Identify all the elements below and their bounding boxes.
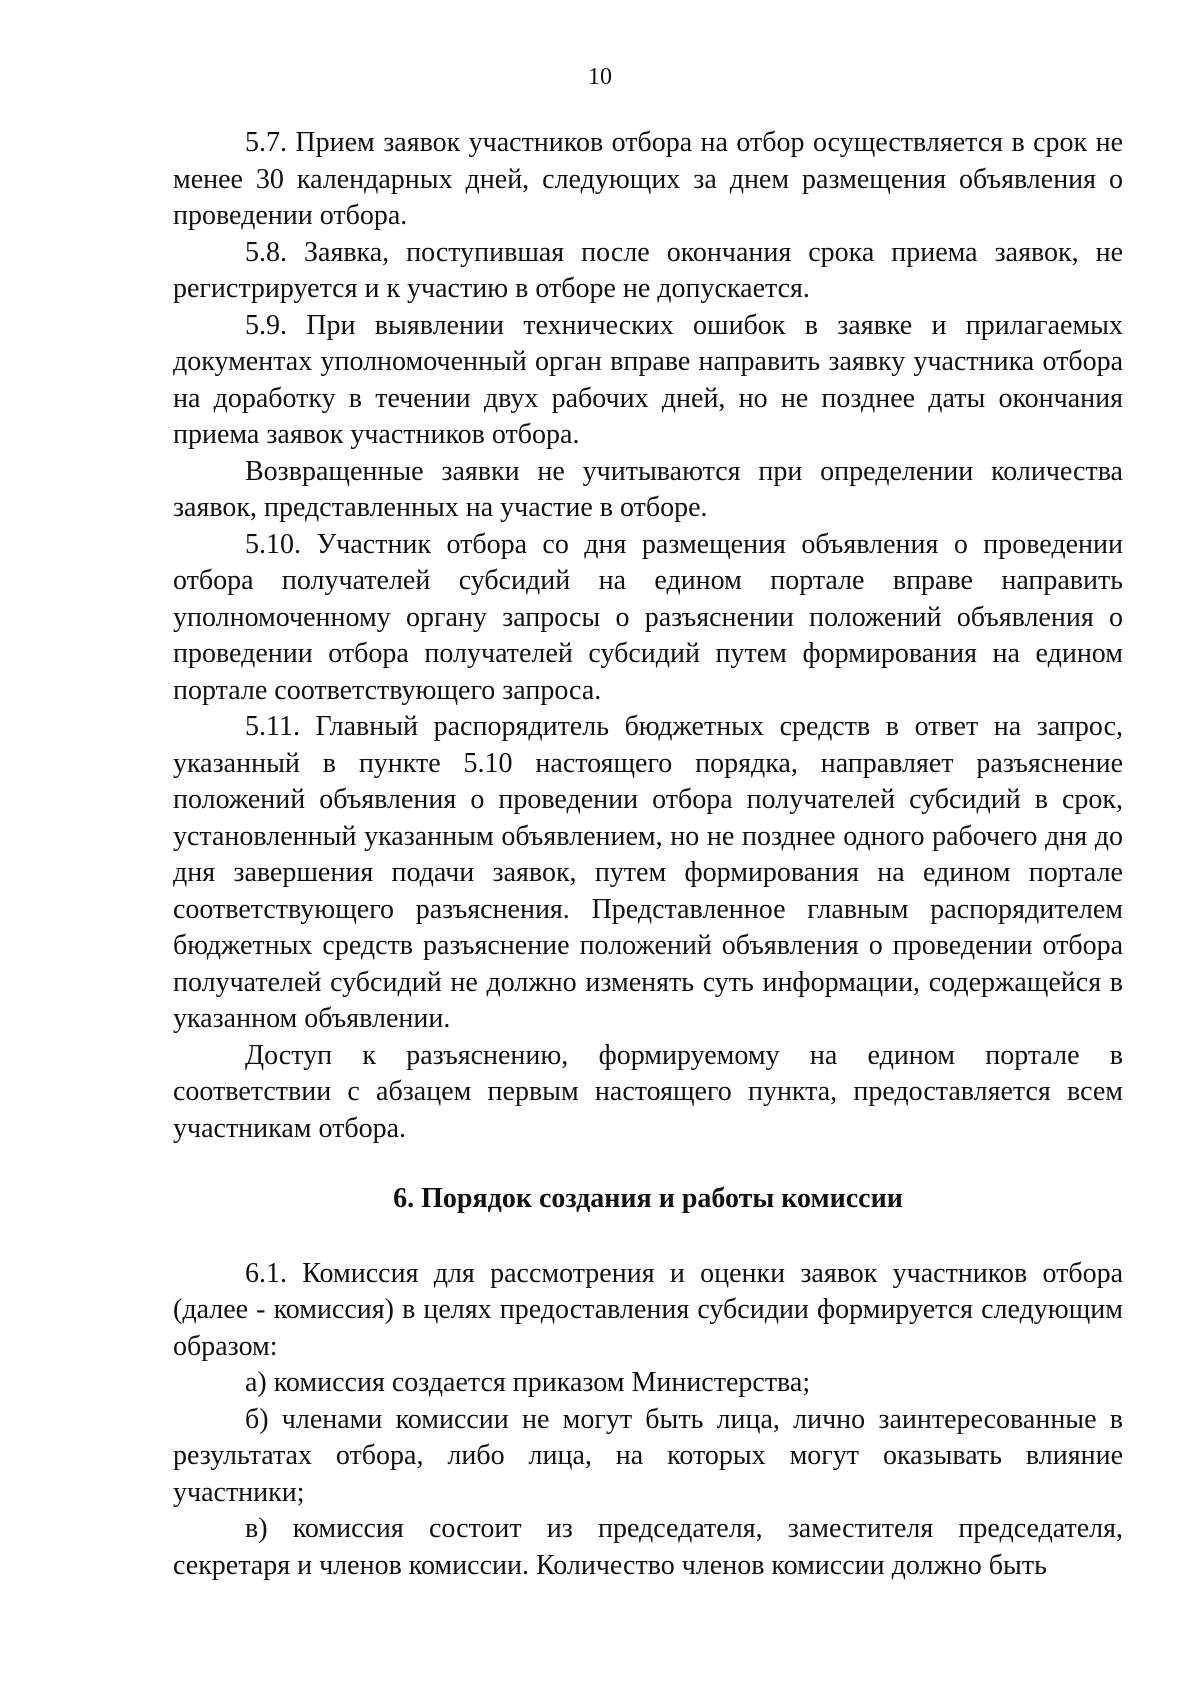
paragraph-5-10: 5.10. Участник отбора со дня размещения объявления о проведении отбора получателей субсидий на едином портале вправе направить уполномоченному органу запросы о разъяснении положений объявления о проведении отбора получателей субсидий путем формирования на едином портале соответствующего запроса. xyxy=(173,528,1123,706)
document-body xyxy=(173,125,1123,1584)
paragraph-access-to-clarification: Доступ к разъяснению, формируемому на едином портале в соответствии с абзацем первым настоящего пункта, предоставляется всем участникам отбора. xyxy=(173,1039,1123,1144)
paragraph-5-8: 5.8. Заявка, поступившая после окончания срока приема заявок, не регистрируется и к участию в отборе не допускается. xyxy=(173,236,1123,304)
paragraph-returned-applications: Возвращенные заявки не учитываются при определении количества заявок, представленных на участие в отборе. xyxy=(173,455,1123,523)
paragraph-6-1: 6.1. Комиссия для рассмотрения и оценки заявок участников отбора (далее - комиссия) в целях предоставления субсидии формируется следующим образом: xyxy=(173,1257,1123,1362)
list-item-b: б) членами комиссии не могут быть лица, лично заинтересованные в результатах отбора, либо лица, на которых могут оказывать влияние участники; xyxy=(173,1403,1123,1508)
page-number: 10 xyxy=(588,64,612,90)
paragraph-5-9: 5.9. При выявлении технических ошибок в заявке и прилагаемых документах уполномоченный орган вправе направить заявку участника отбора на доработку в течении двух рабочих дней, но не позднее даты окончания приема заявок участников отбора. xyxy=(173,309,1123,450)
list-item-a: а) комиссия создается приказом Министерства; xyxy=(245,1367,811,1398)
paragraph-5-7: 5.7. Прием заявок участников отбора на отбор осуществляется в срок не менее 30 календарных дней, следующих за днем размещения объявления о проведении отбора. xyxy=(173,127,1123,231)
section-heading: 6. Порядок создания и работы комиссии xyxy=(393,1183,903,1214)
list-item-v: в) комиссия состоит из председателя, заместителя председателя, секретаря и членов комиссии. Количество членов комиссии должно быть xyxy=(173,1513,1123,1581)
paragraph-5-11: 5.11. Главный распорядитель бюджетных средств в ответ на запрос, указанный в пункте 5.10 настоящего порядка, направляет разъяснение положений объявления о проведении отбора получателей субсидий в срок, установленный указанным объявлением, но не позднее одного рабочего дня до дня завершения подачи заявок, путем формирования на едином портале соответствующего разъяснения. Представленное главным распорядителем бюджетных средств разъяснение положений объявления о проведении отбора получателей субсидий не должно изменять суть информации, содержащейся в указанном объявлении. xyxy=(173,711,1123,1034)
